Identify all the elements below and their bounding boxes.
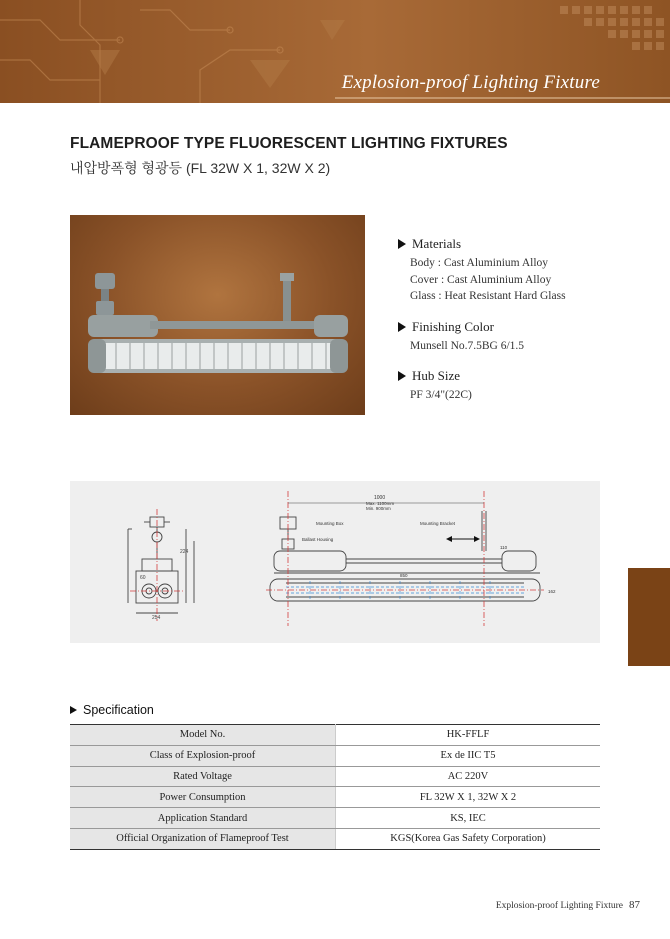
dim-60-label: 60 (140, 575, 146, 581)
spec-label: Model No. (70, 725, 336, 746)
table-row (70, 725, 600, 746)
min-length-label: Min. 900mm (366, 506, 391, 511)
finishing-color-block (398, 319, 618, 355)
finishing-color-heading: Finishing Color (398, 319, 618, 335)
hub-size-value: PF 3/4"(22C) (410, 389, 472, 401)
specification-table (70, 724, 600, 850)
materials-body: Body : Cast Aluminium Alloy (410, 257, 549, 269)
triangle-bullet-icon (398, 371, 406, 381)
dim-254-label: 254 (152, 615, 161, 621)
spec-label: Class of Explosion-proof (70, 745, 336, 766)
length-label: 1000 (374, 495, 386, 501)
finishing-color-value: Munsell No.7.5BG 6/1.5 (410, 339, 525, 352)
spec-value: HK-FFLF (336, 725, 601, 746)
spec-value: KGS(Korea Gas Safety Corporation) (336, 828, 601, 849)
materials-glass: Glass : Heat Resistant Hard Glass (410, 290, 566, 302)
technical-drawing (70, 481, 600, 643)
material-properties (398, 236, 618, 418)
specification-heading: Specification (70, 703, 154, 717)
spec-label: Rated Voltage (70, 766, 336, 787)
hub-size-block (398, 368, 618, 404)
mounting-bracket-label: Mounting Bracket (420, 521, 456, 526)
spec-value: KS, IEC (336, 808, 601, 829)
footer-text: Explosion-proof Lighting Fixture (495, 901, 623, 911)
mounting-box-label: Mounting Box (316, 521, 344, 526)
product-photo (70, 215, 365, 415)
header-banner (0, 0, 670, 103)
dimension-drawing (70, 481, 600, 643)
hub-size-heading: Hub Size (398, 368, 618, 384)
table-row (70, 828, 600, 849)
dim-850-label: 850 (400, 573, 408, 578)
spec-label: Official Organization of Flameproof Test (70, 828, 336, 849)
banner-title: Explosion-proof Lighting Fixture (341, 72, 600, 93)
spec-label: Power Consumption (70, 787, 336, 808)
spec-value: AC 220V (336, 766, 601, 787)
spec-value: FL 32W X 1, 32W X 2 (336, 787, 601, 808)
table-row (70, 766, 600, 787)
spec-value: Ex de IIC T5 (336, 745, 601, 766)
table-row (70, 745, 600, 766)
ballast-housing-label: Ballast Housing (302, 537, 334, 542)
triangle-bullet-icon (398, 239, 406, 249)
max-length-label: Max. 1100mm (366, 501, 395, 506)
page-number: 87 (629, 899, 640, 911)
materials-heading: Materials (398, 236, 618, 252)
page-footer (496, 899, 640, 911)
product-title-korean: 내압방폭형 형광등 (FL 32W X 1, 32W X 2) (70, 160, 331, 176)
dim-224-label: 224 (180, 549, 189, 555)
materials-cover: Cover : Cast Aluminium Alloy (410, 273, 552, 286)
side-tab (628, 568, 670, 666)
fluorescent-fixture-illustration (70, 215, 365, 415)
spec-label: Application Standard (70, 808, 336, 829)
product-title-english: FLAMEPROOF TYPE FLUORESCENT LIGHTING FIXTURES (70, 135, 508, 152)
dim-110-label: 110 (500, 545, 508, 550)
table-row (70, 808, 600, 829)
triangle-bullet-icon (398, 322, 406, 332)
table-row (70, 787, 600, 808)
materials-block (398, 236, 618, 305)
triangle-bullet-icon (70, 706, 77, 714)
dim-162-label: 162 (548, 589, 556, 594)
